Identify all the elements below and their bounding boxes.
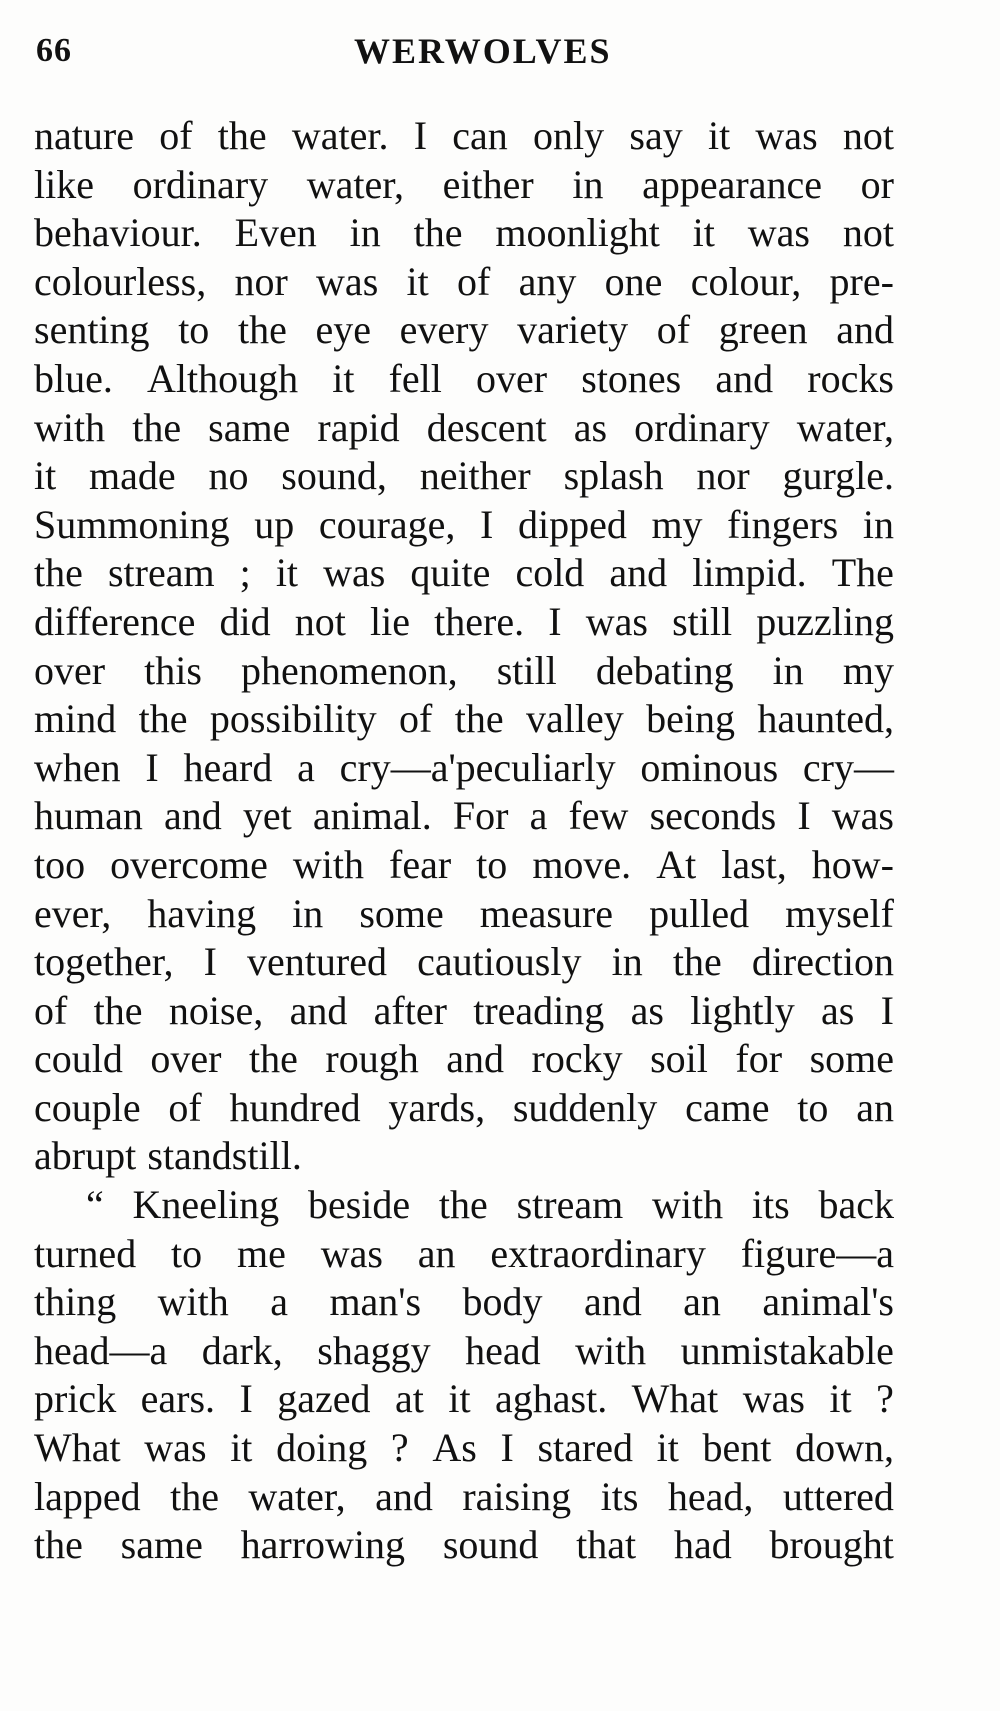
text-line [34, 1521, 894, 1570]
word: Even [234, 210, 317, 256]
word: in [292, 890, 324, 936]
word: not [842, 210, 894, 256]
text-line [34, 890, 894, 939]
word: eye [315, 307, 371, 353]
word: Kneeling [132, 1182, 280, 1228]
word: up [254, 501, 295, 547]
word: sound [442, 1522, 539, 1568]
word: the [217, 113, 267, 158]
word: rocky [531, 1036, 623, 1082]
word: some [809, 1036, 894, 1082]
text-line [34, 112, 894, 161]
word: I [145, 744, 159, 790]
word: nor [696, 453, 750, 499]
word: same [208, 404, 291, 450]
word: At [656, 841, 697, 887]
word: the [170, 1473, 219, 1519]
word: it [34, 453, 57, 499]
word: it [275, 550, 299, 596]
word: yards, [388, 1084, 486, 1130]
word: and [715, 355, 774, 401]
word: hundred [229, 1084, 361, 1130]
word: same [120, 1522, 203, 1568]
word: in [572, 161, 604, 207]
word: abrupt [34, 1133, 137, 1179]
word: stared [537, 1425, 633, 1471]
word: and [375, 1473, 433, 1519]
word: behaviour. [34, 210, 202, 256]
word: rough [325, 1036, 419, 1082]
word: head, [667, 1473, 754, 1519]
word: difference [34, 598, 196, 644]
word: cry— [802, 744, 894, 790]
word: soil [650, 1036, 708, 1082]
word: and [836, 307, 894, 353]
word: not [842, 113, 894, 158]
word: still [496, 647, 557, 693]
word: couple [34, 1084, 141, 1130]
word: bent [702, 1425, 772, 1471]
word: to [178, 307, 210, 353]
word: thing [34, 1279, 117, 1325]
text-line [34, 161, 894, 210]
word: gurgle. [782, 453, 894, 499]
word: over [476, 355, 548, 401]
word: green [718, 307, 808, 353]
word: stream [107, 550, 215, 596]
word: I [548, 598, 562, 644]
word: possibility [209, 696, 377, 742]
word: debating [595, 647, 734, 693]
word: did [219, 598, 271, 644]
word: yet [242, 793, 292, 839]
text-line [34, 306, 894, 355]
word: direction [751, 939, 894, 985]
page-header [36, 24, 936, 84]
word: few [568, 793, 629, 839]
word: As [432, 1425, 477, 1471]
text-line [34, 1230, 894, 1279]
word: puzzling [756, 598, 894, 644]
word: Although [147, 355, 299, 401]
word: it [406, 258, 429, 304]
text-line [34, 404, 894, 453]
word: the [138, 696, 188, 742]
word: cry—a'peculiarly [339, 744, 616, 790]
word: could [34, 1036, 123, 1082]
word: pre- [829, 258, 894, 304]
word: that [576, 1522, 637, 1568]
word: water, [248, 1473, 346, 1519]
word: stones [581, 355, 682, 401]
word: still [672, 598, 733, 644]
word: made [89, 453, 176, 499]
word: lightly [690, 987, 795, 1033]
word: when [34, 744, 121, 790]
word: cautiously [417, 939, 582, 985]
word: variety [517, 307, 629, 353]
word: the [672, 939, 722, 985]
word: ominous [640, 744, 779, 790]
running-title: WERWOLVES [354, 31, 612, 71]
word: nor [234, 258, 288, 304]
word: how- [811, 841, 894, 887]
text-line [34, 1473, 894, 1522]
text-line [34, 1181, 894, 1230]
word: noise, [168, 987, 264, 1033]
word: of [398, 696, 433, 742]
text-line [34, 1132, 894, 1181]
text-line [34, 744, 894, 793]
word: and [289, 987, 348, 1033]
word: was [585, 598, 648, 644]
word: as [573, 404, 608, 450]
word: ? [876, 1376, 894, 1422]
word: head [465, 1327, 541, 1373]
word: of [457, 258, 491, 304]
word: was [742, 1376, 805, 1422]
word: For [452, 793, 509, 839]
word: to [476, 841, 508, 887]
word: “ [86, 1182, 104, 1228]
word: head—a [34, 1327, 168, 1373]
word: with [157, 1279, 229, 1325]
word: was [144, 1425, 207, 1471]
word: as [630, 987, 664, 1033]
word: fingers [727, 501, 839, 547]
word: moonlight [495, 210, 660, 256]
word: ever, [34, 890, 112, 936]
word: say [629, 113, 683, 158]
word: of [159, 113, 193, 158]
word: What [631, 1376, 719, 1422]
word: pulled [649, 890, 750, 936]
word: being [646, 696, 735, 742]
word: together, [34, 939, 174, 985]
word: appearance [642, 161, 822, 207]
word: with [651, 1182, 724, 1228]
word: the [237, 307, 287, 353]
text-line [34, 841, 894, 890]
word: doing [276, 1425, 368, 1471]
word: gazed [277, 1376, 371, 1422]
text-line [34, 987, 894, 1036]
word: and [583, 1279, 642, 1325]
word: in [349, 210, 381, 256]
word: not [294, 598, 346, 644]
word: was [747, 210, 810, 256]
word: blue. [34, 355, 113, 401]
word: ordinary [634, 404, 770, 450]
page-number: 66 [36, 32, 72, 69]
word: treading [473, 987, 605, 1033]
word: me [237, 1230, 286, 1276]
word: an [417, 1230, 456, 1276]
word: was [323, 550, 386, 596]
word: an [683, 1279, 721, 1325]
word: cold [515, 550, 585, 596]
text-line [34, 501, 894, 550]
word: fell [388, 355, 442, 401]
word: it [332, 355, 355, 401]
word: colour, [690, 258, 802, 304]
word: having [147, 890, 257, 936]
word: over [34, 647, 106, 693]
word: I [500, 1425, 514, 1471]
word: human [34, 793, 143, 839]
word: some [359, 890, 444, 936]
word: I [239, 1376, 253, 1422]
word: dark, [201, 1327, 283, 1373]
word: one [604, 258, 663, 304]
word: standstill. [147, 1133, 302, 1179]
word: I [413, 113, 428, 158]
word: in [772, 647, 804, 693]
word: down, [795, 1425, 894, 1471]
word: water, [306, 161, 405, 207]
word: What [34, 1425, 121, 1471]
word: harrowing [240, 1522, 406, 1568]
word: it [707, 113, 731, 158]
word: turned [34, 1230, 137, 1276]
word: was [316, 258, 379, 304]
text-line [34, 695, 894, 744]
word: my [651, 501, 703, 547]
word: it [829, 1376, 852, 1422]
word: Summoning [34, 501, 230, 547]
text-line [34, 1035, 894, 1084]
word: ; [239, 550, 251, 596]
word: move. [532, 841, 632, 887]
word: seconds [649, 793, 777, 839]
word: every [399, 307, 489, 353]
word: rocks [807, 355, 894, 401]
word: dipped [517, 501, 627, 547]
word: water, [796, 404, 894, 450]
word: extraordinary [490, 1230, 706, 1276]
word: it [448, 1376, 471, 1422]
word: courage, [318, 501, 456, 547]
word: neither [419, 453, 531, 499]
word: back [818, 1182, 894, 1228]
word: like [34, 161, 94, 207]
word: no [208, 453, 249, 499]
word: overcome [110, 841, 268, 887]
word: ? [390, 1425, 409, 1471]
word: a [529, 793, 548, 839]
word: in [862, 501, 894, 547]
word: I [880, 987, 894, 1033]
word: animal. [312, 793, 432, 839]
word: of [168, 1084, 202, 1130]
word: I [480, 501, 494, 547]
word: was [831, 793, 894, 839]
word: fear [389, 841, 452, 887]
word: the [132, 404, 182, 450]
text-line [34, 792, 894, 841]
word: or [860, 161, 894, 207]
word: and [609, 550, 668, 596]
word: and [446, 1036, 504, 1082]
word: too [34, 841, 86, 887]
text-line [34, 452, 894, 501]
word: colourless, [34, 258, 207, 304]
word: myself [785, 890, 894, 936]
word: figure—a [740, 1230, 894, 1276]
text-line [34, 647, 894, 696]
text-line [34, 549, 894, 598]
word: suddenly [512, 1084, 658, 1130]
word: descent [426, 404, 547, 450]
word: heard [183, 744, 273, 790]
word: ventured [247, 939, 387, 985]
word: the [34, 1522, 83, 1568]
word: to [797, 1084, 829, 1130]
word: for [735, 1036, 783, 1082]
word: of [656, 307, 691, 353]
word: last, [721, 841, 787, 887]
word: my [842, 647, 894, 693]
word: quite [410, 550, 491, 596]
word: body [462, 1279, 543, 1325]
word: man's [329, 1279, 422, 1325]
word: water. [291, 113, 389, 158]
word: prick [34, 1376, 117, 1422]
word: either [442, 161, 534, 207]
word: rapid [317, 404, 400, 450]
word: any [518, 258, 577, 304]
word: The [831, 550, 894, 596]
text-line [34, 938, 894, 987]
text-line [34, 1424, 894, 1473]
word: a [270, 1279, 288, 1325]
word: measure [479, 890, 614, 936]
word: I [797, 793, 811, 839]
word: it [692, 210, 715, 256]
word: a [297, 744, 315, 790]
word: this [144, 647, 202, 693]
text-line [34, 598, 894, 647]
word: ears. [140, 1376, 216, 1422]
text-line [34, 355, 894, 404]
word: it [656, 1425, 679, 1471]
word: an [856, 1084, 894, 1130]
word: the [93, 987, 143, 1033]
word: phenomenon, [241, 647, 458, 693]
word: animal's [762, 1279, 894, 1325]
word: ordinary [132, 161, 269, 207]
text-line [34, 258, 894, 307]
word: with [34, 404, 106, 450]
text-line [34, 1327, 894, 1376]
word: aghast. [495, 1376, 608, 1422]
word: sound, [281, 453, 387, 499]
word: brought [769, 1522, 894, 1568]
word: raising [462, 1473, 572, 1519]
word: only [533, 113, 605, 158]
word: lie [370, 598, 411, 644]
text-line [34, 209, 894, 258]
word: it [230, 1425, 253, 1471]
text-line [34, 1278, 894, 1327]
word: over [150, 1036, 222, 1082]
word: its [600, 1473, 639, 1519]
word: and [164, 793, 222, 839]
word: at [395, 1376, 424, 1422]
word: beside [307, 1182, 411, 1228]
word: in [611, 939, 643, 985]
word: splash [563, 453, 664, 499]
word: unmistakable [680, 1327, 894, 1373]
word: the [413, 210, 463, 256]
word: haunted, [757, 696, 894, 742]
word: as [821, 987, 855, 1033]
word: after [373, 987, 447, 1033]
word: I [203, 939, 217, 985]
word: shaggy [317, 1327, 431, 1373]
word: stream [516, 1182, 624, 1228]
word: the [248, 1036, 298, 1082]
word: valley [525, 696, 624, 742]
word: there. [434, 598, 525, 644]
word: with [575, 1327, 647, 1373]
word: came [685, 1084, 770, 1130]
word: can [452, 113, 508, 158]
word: limpid. [692, 550, 807, 596]
text-line [34, 1375, 894, 1424]
word: nature [34, 113, 134, 158]
word: was [755, 113, 818, 158]
word: had [673, 1522, 732, 1568]
word: its [751, 1182, 790, 1228]
word: to [171, 1230, 203, 1276]
word: the [34, 550, 83, 596]
word: uttered [782, 1473, 894, 1519]
word: was [320, 1230, 383, 1276]
word: senting [34, 307, 150, 353]
word: with [292, 841, 364, 887]
word: mind [34, 696, 117, 742]
text-line [34, 1084, 894, 1133]
word: lapped [34, 1473, 141, 1519]
word: the [438, 1182, 488, 1228]
word: the [454, 696, 504, 742]
word: of [34, 987, 68, 1033]
body-text [34, 112, 894, 1570]
